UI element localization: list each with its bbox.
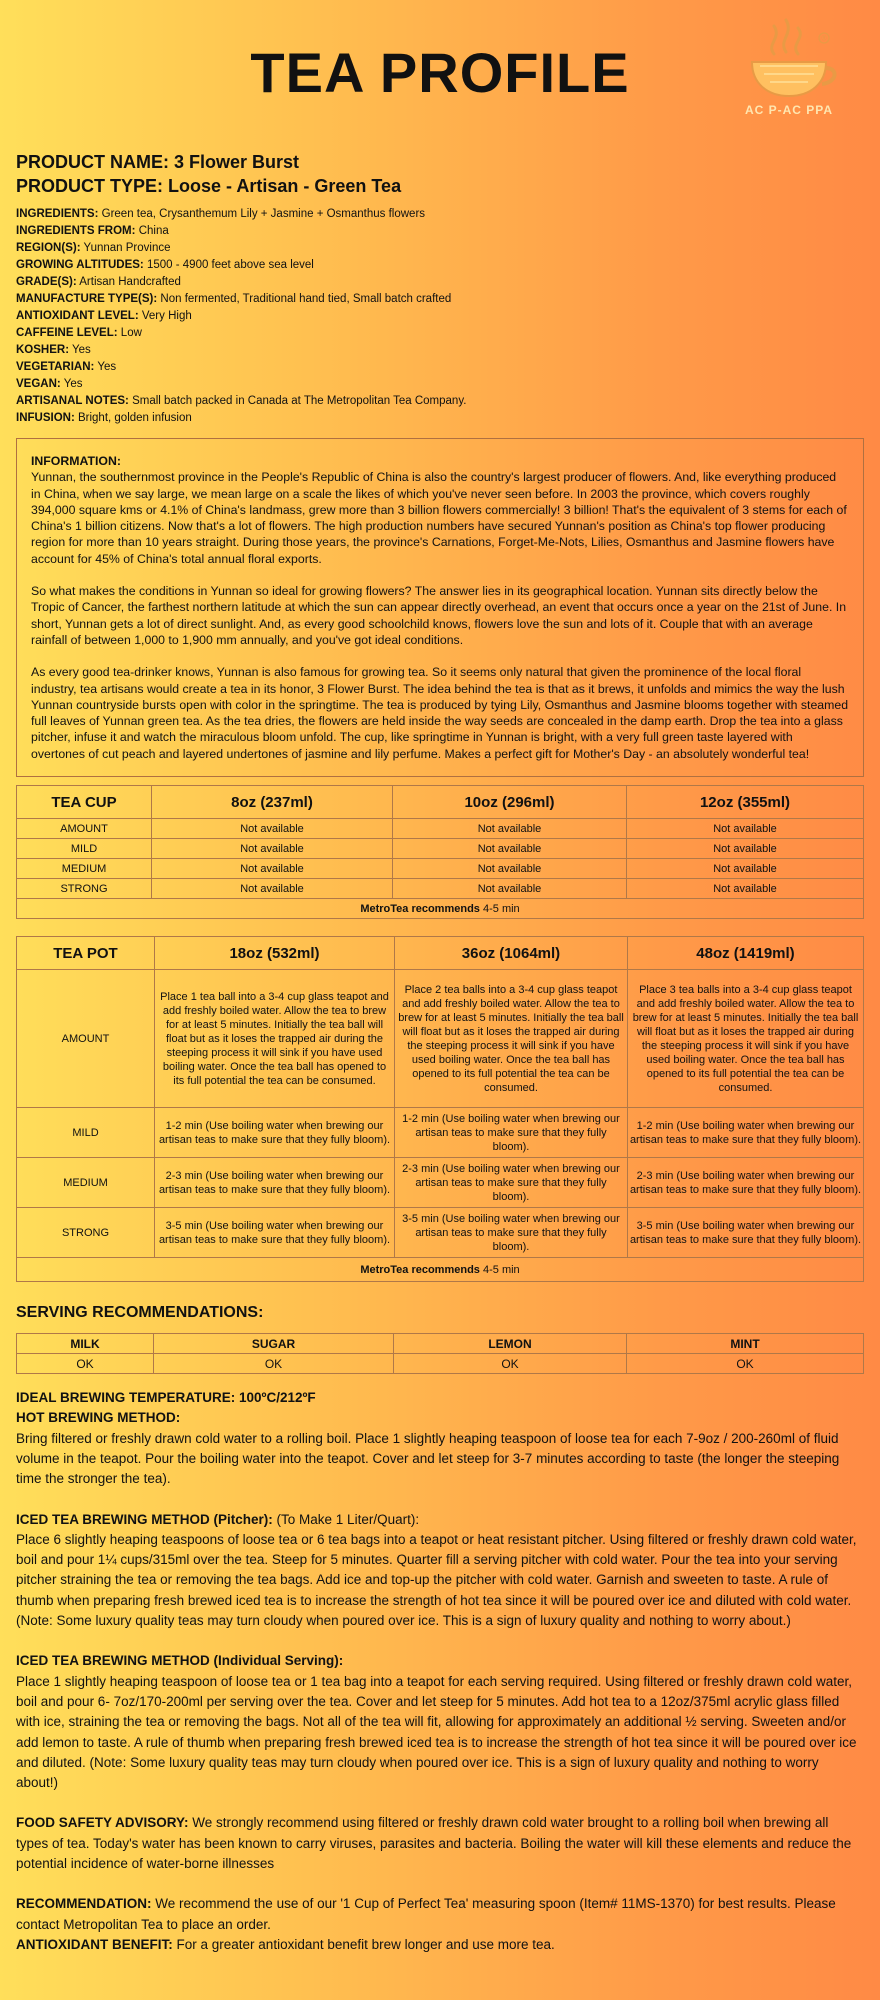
product-type-line: PRODUCT TYPE: Loose - Artisan - Green Tea bbox=[16, 176, 402, 196]
table-cell: Place 2 tea balls into a 3-4 cup glass teapot and add freshly boiled water. Allow the tea to brew for at least 5 minutes. Initially the tea ball will float but as it loses the trapped air during the steeping process it will sink if you have used boiling water. Once the tea ball has opened to its full potential the tea can be consumed. bbox=[395, 970, 628, 1108]
table-cell: 1-2 min (Use boiling water when brewing our artisan teas to make sure that they fully bloom). bbox=[395, 1108, 628, 1158]
attribute-row: VEGAN: Yes bbox=[16, 378, 83, 390]
table-cell: MILD bbox=[17, 839, 152, 859]
table-header: 48oz (1419ml) bbox=[628, 937, 864, 970]
table-cell: Not available bbox=[393, 859, 627, 879]
table-cell: 1-2 min (Use boiling water when brewing our artisan teas to make sure that they fully bloom). bbox=[155, 1108, 395, 1158]
table-cell: MILD bbox=[17, 1108, 155, 1158]
table-header: 36oz (1064ml) bbox=[395, 937, 628, 970]
table-row bbox=[17, 970, 864, 1108]
table-cell: Not available bbox=[152, 879, 393, 899]
product-type: Loose - Artisan - Green Tea bbox=[168, 176, 402, 196]
table-row bbox=[17, 1108, 864, 1158]
table-header: TEA POT bbox=[17, 937, 155, 970]
table-cell: Place 1 tea ball into a 3-4 cup glass teapot and add freshly boiled water. Allow the tea to brew for at least 5 minutes. Initially the tea ball will float but as it loses the trapped air during the steeping process it will sink if you have used boiling water. Once the tea ball has opened to its full potential the tea can be consumed. bbox=[155, 970, 395, 1108]
page-title: TEA PROFILE bbox=[250, 41, 630, 104]
table-header-row bbox=[17, 786, 864, 819]
table-cell: AMOUNT bbox=[17, 970, 155, 1108]
table-cell: MetroTea recommends 4-5 min bbox=[17, 899, 864, 919]
table-header: TEA CUP bbox=[17, 786, 152, 819]
table-cell: 2-3 min (Use boiling water when brewing our artisan teas to make sure that they fully bloom). bbox=[155, 1158, 395, 1208]
table-row bbox=[17, 1158, 864, 1208]
information-paragraph: As every good tea-drinker knows, Yunnan is also famous for growing tea. So it seems only natural that given the prominence of the local floral industry, tea artisans would create a tea in its honor, 3 Flower Burst. The idea behind the tea is that as it brews, it unfolds and mimics the way the lush Yunnan countryside bursts open with color in the springtime. The tea is produced by tying Lily, Osmanthus and Jasmine blooms together with steamed full leaves of Yunnan green tea. As the tea dries, the flowers are held inside the way seeds are concealed in the damp earth. Drop the tea into a glass pitcher, infuse it and watch the miraculous bloom unfold. The cup, like springtime in Yunnan is bright, with a very full green taste layered with overtones of cut peach and layered undertones of jasmine and lily perfume. Makes a perfect gift for Mother's Day - an absolutely wonderful tea! bbox=[31, 665, 849, 761]
table-cell: 3-5 min (Use boiling water when brewing our artisan teas to make sure that they fully bloom). bbox=[628, 1208, 864, 1258]
table-row bbox=[17, 859, 864, 879]
table-cell: AMOUNT bbox=[17, 819, 152, 839]
brewing-instructions bbox=[16, 1388, 864, 1955]
attribute-row: REGION(S): Yunnan Province bbox=[16, 242, 171, 254]
table-cell: Place 3 tea balls into a 3-4 cup glass teapot and add freshly boiled water. Allow the tea to brew for at least 5 minutes. Initially the tea ball will float but as it loses the trapped air during the steeping process it will sink if you have used boiling water. Once the tea ball has opened to its full potential the tea can be consumed. bbox=[628, 970, 864, 1108]
attribute-row: KOSHER: Yes bbox=[16, 344, 91, 356]
recommendation-row bbox=[17, 1258, 864, 1282]
table-header-row bbox=[17, 937, 864, 970]
table-header: 12oz (355ml) bbox=[627, 786, 864, 819]
attribute-row: MANUFACTURE TYPE(S): Non fermented, Traditional hand tied, Small batch crafted bbox=[16, 293, 452, 305]
table-header: 10oz (296ml) bbox=[393, 786, 627, 819]
attribute-row: VEGETARIAN: Yes bbox=[16, 361, 117, 373]
table-row bbox=[17, 819, 864, 839]
table-cell: MEDIUM bbox=[17, 859, 152, 879]
information-paragraph: Yunnan, the southernmost province in the People's Republic of China is also the country's largest producer of flowers. And, like everything produced in China, when we say large, we mean large on a scale the likes of which you've never seen before. In 2003 the province, which covers roughly 394,000 square kms or 4.1% of China's landmass, grew more than 3 billion flowers commercially! 3 billion! That's the equivalent of 3 stems for each of China's 1 billion citizens. Now that's a lot of flowers. The high production numbers have secured Yunnan's position as China's top flower producing region for more than 10 years straight. During those years, the province's Carnations, Forget-Me-Nots, Lilies, Osmanthus and Jasmine flowers have account for 45% of China's total annual floral exports. bbox=[31, 470, 847, 566]
table-header: 8oz (237ml) bbox=[152, 786, 393, 819]
table-cell: Not available bbox=[393, 839, 627, 859]
table-header: MILK bbox=[17, 1334, 154, 1354]
product-name-line: PRODUCT NAME: 3 Flower Burst bbox=[16, 152, 300, 172]
attribute-row: INGREDIENTS FROM: China bbox=[16, 225, 169, 237]
iced-individual-text: Place 1 slightly heaping teaspoon of loose tea or 1 tea bag into a teapot for each serving required. Using filtered or freshly drawn cold water, boil and pour 6- 7oz/170-200ml per serving over the tea. Cover and let steep for 5 minutes. Add hot tea to a 12oz/375ml acrylic glass filled with ice, straining the tea or removing the bags. Not all of the tea will fit, allowing for approximately an additional ½ serving. Sweeten and/or add lemon to taste. A rule of thumb when preparing fresh brewed iced tea is to increase the strength of hot tea since it will be poured over ice and diluted. (Note: Some luxury quality teas may turn cloudy when poured over ice. This is a sign of luxury quality and nothing to worry about!) bbox=[16, 1673, 857, 1791]
table-cell: Not available bbox=[152, 839, 393, 859]
table-cell: 2-3 min (Use boiling water when brewing our artisan teas to make sure that they fully bloom). bbox=[395, 1158, 628, 1208]
iced-pitcher-heading: ICED TEA BREWING METHOD (Pitcher): (To Make 1 Liter/Quart): bbox=[16, 1511, 420, 1527]
table-cell: OK bbox=[154, 1354, 394, 1374]
attribute-row: INFUSION: Bright, golden infusion bbox=[16, 412, 192, 424]
antioxidant-benefit: ANTIOXIDANT BENEFIT: For a greater antioxidant benefit brew longer and use more tea. bbox=[16, 1936, 555, 1952]
product-name: 3 Flower Burst bbox=[174, 152, 300, 172]
table-row bbox=[17, 1208, 864, 1258]
product-heading bbox=[16, 150, 864, 198]
table-header: LEMON bbox=[394, 1334, 627, 1354]
attribute-row: GROWING ALTITUDES: 1500 - 4900 feet above sea level bbox=[16, 259, 314, 271]
table-cell: STRONG bbox=[17, 1208, 155, 1258]
table-cell: OK bbox=[394, 1354, 627, 1374]
table-cell: 3-5 min (Use boiling water when brewing our artisan teas to make sure that they fully bloom). bbox=[395, 1208, 628, 1258]
logo-text: AC P-AC PPA bbox=[744, 103, 834, 117]
table-cell: Not available bbox=[393, 819, 627, 839]
attribute-row: CAFFEINE LEVEL: Low bbox=[16, 327, 142, 339]
table-cell: 1-2 min (Use boiling water when brewing our artisan teas to make sure that they fully bloom). bbox=[628, 1108, 864, 1158]
table-cell: MetroTea recommends 4-5 min bbox=[17, 1258, 864, 1282]
table-row bbox=[17, 879, 864, 899]
food-safety-advisory: FOOD SAFETY ADVISORY: We strongly recommend using filtered or freshly drawn cold water brought to a rolling boil when brewing all types of tea. Today's water has been known to carry viruses, parasites and bacteria. Boiling the water will kill these elements and reduce the potential incidence of water-borne illnesses bbox=[16, 1815, 852, 1871]
iced-individual-heading: ICED TEA BREWING METHOD (Individual Serving): bbox=[16, 1653, 344, 1669]
ideal-temperature: IDEAL BREWING TEMPERATURE: 100ºC/212ºF bbox=[16, 1390, 316, 1406]
metropolitan-tea-logo bbox=[734, 14, 844, 124]
recommendation: RECOMMENDATION: We recommend the use of our '1 Cup of Perfect Tea' measuring spoon (Item# 11MS-1370) for best results. Please contact Metropolitan Tea to place an order. bbox=[16, 1896, 836, 1932]
table-cell: OK bbox=[627, 1354, 864, 1374]
table-header: MINT bbox=[627, 1334, 864, 1354]
tea-cup-table bbox=[16, 785, 864, 919]
table-cell: Not available bbox=[627, 819, 864, 839]
table-header: 18oz (532ml) bbox=[155, 937, 395, 970]
hot-brewing-text: Bring filtered or freshly drawn cold water to a rolling boil. Place 1 slightly heaping teaspoon of loose tea for each 7-9oz / 200-260ml of fluid volume in the teapot. Pour the boiling water into the teapot. Cover and let steep for 3-7 minutes according to taste (the longer the steeping time the stronger the tea). bbox=[16, 1430, 840, 1487]
attribute-row: INGREDIENTS: Green tea, Crysanthemum Lily + Jasmine + Osmanthus flowers bbox=[16, 208, 426, 220]
hot-brewing-heading: HOT BREWING METHOD: bbox=[16, 1410, 181, 1426]
table-cell: OK bbox=[17, 1354, 154, 1374]
table-cell: STRONG bbox=[17, 879, 152, 899]
table-cell: Not available bbox=[627, 879, 864, 899]
table-cell: Not available bbox=[627, 839, 864, 859]
table-cell: MEDIUM bbox=[17, 1158, 155, 1208]
registered-mark: ® bbox=[821, 35, 827, 43]
table-header: SUGAR bbox=[154, 1334, 394, 1354]
table-row bbox=[17, 1354, 864, 1374]
attribute-row: GRADE(S): Artisan Handcrafted bbox=[16, 276, 181, 288]
tea-profile-page bbox=[16, 0, 864, 1955]
tea-pot-table bbox=[16, 936, 864, 1282]
information-box bbox=[16, 438, 864, 777]
attribute-row: ARTISANAL NOTES: Small batch packed in Canada at The Metropolitan Tea Company. bbox=[16, 395, 467, 407]
information-paragraph: So what makes the conditions in Yunnan so ideal for growing flowers? The answer lies in its geographical location. Yunnan sits directly below the Tropic of Cancer, the farthest northern latitude at which the sun can appear directly overhead, an event that occurs once a year on the 21st of June. In short, Yunnan gets a lot of direct sunlight. And, as every good schoolchild knows, flowers love the sun and lots of it. Couple that with an average rainfall of between 1,000 to 1,900 mm annually, and you've got ideal conditions. bbox=[31, 584, 847, 647]
information-heading: INFORMATION: bbox=[31, 454, 121, 468]
serving-heading: SERVING RECOMMENDATIONS: bbox=[16, 1304, 264, 1322]
table-cell: Not available bbox=[393, 879, 627, 899]
table-cell: 3-5 min (Use boiling water when brewing our artisan teas to make sure that they fully bloom). bbox=[155, 1208, 395, 1258]
attribute-row: ANTIOXIDANT LEVEL: Very High bbox=[16, 310, 192, 322]
table-row bbox=[17, 839, 864, 859]
serving-table bbox=[16, 1333, 864, 1374]
table-header-row bbox=[17, 1334, 864, 1354]
table-cell: 2-3 min (Use boiling water when brewing our artisan teas to make sure that they fully bloom). bbox=[628, 1158, 864, 1208]
recommendation-row bbox=[17, 899, 864, 919]
attribute-list bbox=[16, 206, 864, 427]
iced-pitcher-text: Place 6 slightly heaping teaspoons of loose tea or 6 tea bags into a teapot or heat resistant pitcher. Using filtered or freshly drawn cold water, boil and pour 1¼ cups/315ml over the tea. Steep for 5 minutes. Quarter fill a serving pitcher with cold water. Pour the tea into your serving pitcher straining the tea or removing the tea bags. Add ice and top-up the pitcher with cold water. Garnish and sweeten to taste. A rule of thumb when preparing fresh brewed iced tea is to increase the strength of hot tea since it will be poured over ice and diluted with cold water. (Note: Some luxury quality teas may turn cloudy when poured over ice. This is a sign of luxury quality and nothing to worry about.) bbox=[16, 1531, 857, 1629]
table-cell: Not available bbox=[627, 859, 864, 879]
table-cell: Not available bbox=[152, 819, 393, 839]
table-cell: Not available bbox=[152, 859, 393, 879]
